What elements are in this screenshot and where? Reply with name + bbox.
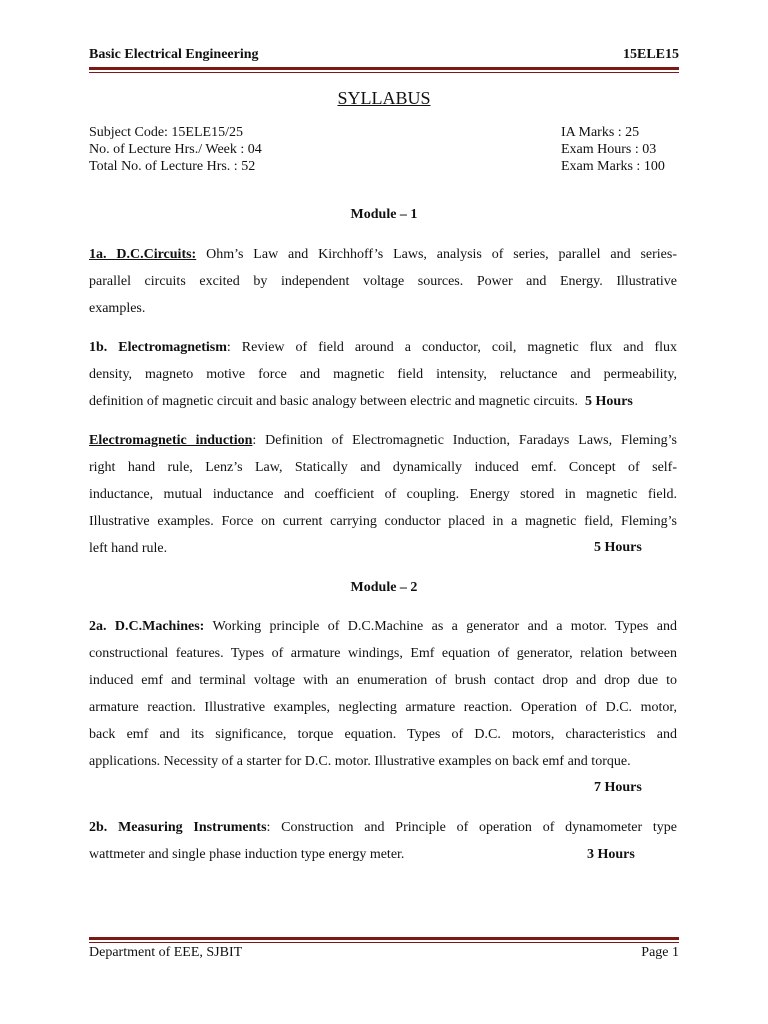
header-rule xyxy=(89,67,679,70)
section-1b-line: density, magneto motive force and magnetic field intensity, reluctance and permeability, xyxy=(89,367,677,382)
footer-rule-thin xyxy=(89,942,679,943)
exam-marks: Exam Marks : 100 xyxy=(561,159,665,174)
total-lecture-hours: Total No. of Lecture Hrs. : 52 xyxy=(89,159,256,174)
footer-rule xyxy=(89,937,679,940)
em-induction-line: : Definition of Electromagnetic Induction, Faradays Laws, Fleming’s xyxy=(252,433,677,448)
em-induction-line: inductance, mutual inductance and coefficient of coupling. Energy stored in magnetic field. xyxy=(89,487,677,502)
exam-hours: Exam Hours : 03 xyxy=(561,142,657,157)
section-2a-line: back emf and its significance, torque equation. Types of D.C. motors, characteristics and xyxy=(89,727,677,742)
section-2a-line: applications. Necessity of a starter for D.C. motor. Illustrative examples on back emf and torque. xyxy=(89,754,631,769)
section-2a-label: 2a. D.C.Machines: xyxy=(89,619,205,634)
em-induction-line: left hand rule. xyxy=(89,541,168,556)
section-2a-line: Working principle of D.C.Machine as a generator and a motor. Types and xyxy=(212,619,677,634)
section-2a-hours: 7 Hours xyxy=(594,780,642,795)
header-course-code: 15ELE15 xyxy=(622,47,679,62)
subject-info xyxy=(89,124,679,175)
section-1a-line: parallel circuits excited by independent voltage sources. Power and Energy. Illustrative xyxy=(89,274,677,289)
section-em-induction xyxy=(89,427,677,562)
header-rule-thin xyxy=(89,72,679,73)
section-2a-line: induced emf and terminal voltage with an enumeration of brush contact drop and drop due to xyxy=(89,673,677,688)
section-2b-hours: 3 Hours xyxy=(587,847,635,862)
section-2a-line: constructional features. Types of armature windings, Emf equation of generator, relation between xyxy=(89,646,677,661)
subject-code: Subject Code: 15ELE15/25 xyxy=(89,125,243,140)
section-1b-line: definition of magnetic circuit and basic analogy between electric and magnetic circuits. xyxy=(89,394,579,409)
page-title: SYLLABUS xyxy=(337,88,431,108)
section-1b-hours: 5 Hours xyxy=(585,394,633,409)
section-1a-line: examples. xyxy=(89,301,146,316)
module-2-heading: Module – 2 xyxy=(350,580,418,595)
page-label: Page xyxy=(641,945,669,960)
section-2b-line: : Construction and Principle of operation of dynamometer type xyxy=(266,820,677,835)
section-1a-label: 1a. D.C.Circuits: xyxy=(89,247,197,262)
em-induction-label: Electromagnetic induction xyxy=(89,433,253,448)
page-footer xyxy=(89,945,679,961)
lecture-hours-week: No. of Lecture Hrs./ Week : 04 xyxy=(89,142,262,157)
section-1a xyxy=(89,241,677,322)
module-1-heading: Module – 1 xyxy=(350,207,418,222)
section-1b xyxy=(89,334,677,415)
header-course-title: Basic Electrical Engineering xyxy=(89,47,259,62)
section-1b-label: 1b. Electromagnetism xyxy=(89,340,227,355)
section-2a xyxy=(89,613,677,775)
em-induction-line: Illustrative examples. Force on current carrying conductor placed in a magnetic field, Fleming’s xyxy=(89,514,677,529)
em-induction-line: right hand rule, Lenz’s Law, Statically and dynamically induced emf. Concept of self- xyxy=(89,460,677,475)
page-header xyxy=(89,46,679,64)
em-induction-hours: 5 Hours xyxy=(594,540,642,555)
section-2b-label: 2b. Measuring Instruments xyxy=(89,820,267,835)
section-2a-line: armature reaction. Illustrative examples, neglecting armature reaction. Operation of D.C. motor, xyxy=(89,700,677,715)
section-1a-line: Ohm’s Law and Kirchhoff’s Laws, analysis of series, parallel and series- xyxy=(206,247,677,262)
section-2b-line: wattmeter and single phase induction type energy meter. xyxy=(89,847,405,862)
page-number xyxy=(641,945,679,961)
page-num: 1 xyxy=(672,945,679,960)
ia-marks: IA Marks : 25 xyxy=(561,125,640,140)
section-1b-line: : Review of field around a conductor, coil, magnetic flux and flux xyxy=(226,340,677,355)
footer-department: Department of EEE, SJBIT xyxy=(89,945,243,960)
